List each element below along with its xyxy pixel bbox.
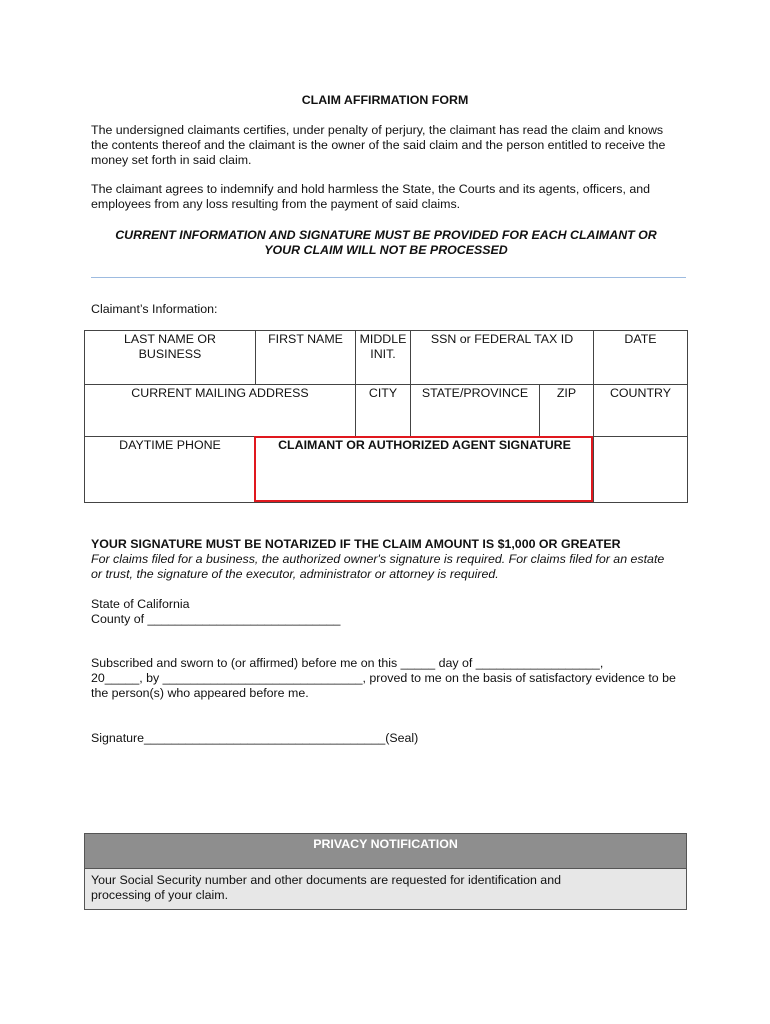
state-field[interactable]: STATE/PROVINCE xyxy=(411,385,540,437)
blank-cell xyxy=(594,437,688,503)
middle-initial-field[interactable]: MIDDLE INIT. xyxy=(356,331,411,385)
privacy-heading: PRIVACY NOTIFICATION xyxy=(85,834,686,869)
first-name-field[interactable]: FIRST NAME xyxy=(256,331,356,385)
certification-line: The undersigned claimants certifies, under penalty of perjury, the claimant has read the claim and knows xyxy=(91,123,664,137)
certification-line: the contents thereof and the claimant is the owner of the said claim and the person entitled to receive the xyxy=(91,138,666,152)
privacy-body xyxy=(85,869,686,909)
county-line[interactable]: County of ____________________________ xyxy=(91,612,341,626)
warning-notice xyxy=(91,228,681,258)
warning-line: CURRENT INFORMATION AND SIGNATURE MUST BE PROVIDED FOR EACH CLAIMANT OR xyxy=(115,228,657,242)
sworn-line[interactable]: 20_____, by _____________________________, proved to me on the basis of satisfactory evidence to be xyxy=(91,671,676,685)
sworn-line: the person(s) who appeared before me. xyxy=(91,686,309,700)
city-field[interactable]: CITY xyxy=(356,385,411,437)
country-field[interactable]: COUNTRY xyxy=(594,385,688,437)
certification-paragraph xyxy=(91,123,691,168)
divider-rule xyxy=(91,277,686,278)
privacy-line: processing of your claim. xyxy=(91,888,229,902)
signature-highlight-box xyxy=(254,436,593,502)
notary-signature-line[interactable]: Signature___________________________________(Seal) xyxy=(91,731,419,745)
certification-line: money set forth in said claim. xyxy=(91,153,252,167)
indemnify-paragraph xyxy=(91,182,691,212)
notary-instructions xyxy=(91,552,691,582)
ssn-field[interactable]: SSN or FEDERAL TAX ID xyxy=(411,331,594,385)
claimant-info-label: Claimant’s Information: xyxy=(91,302,218,316)
form-title: CLAIM AFFIRMATION FORM xyxy=(301,93,469,107)
daytime-phone-field[interactable]: DAYTIME PHONE xyxy=(85,437,256,503)
notary-heading: YOUR SIGNATURE MUST BE NOTARIZED IF THE CLAIM AMOUNT IS $1,000 OR GREATER xyxy=(91,537,621,551)
sworn-line[interactable]: Subscribed and sworn to (or affirmed) before me on this _____ day of __________________, xyxy=(91,656,604,670)
notary-instruction-line: or trust, the signature of the executor, administrator or attorney is required. xyxy=(91,567,499,581)
jurisdiction-block xyxy=(91,597,691,627)
last-name-field[interactable]: LAST NAME OR BUSINESS xyxy=(85,331,256,385)
mailing-address-field[interactable]: CURRENT MAILING ADDRESS xyxy=(85,385,356,437)
indemnify-line: employees from any loss resulting from the payment of said claims. xyxy=(91,197,461,211)
indemnify-line: The claimant agrees to indemnify and hold harmless the State, the Courts and its agents, officers, and xyxy=(91,182,651,196)
state-line: State of California xyxy=(91,597,190,611)
warning-line: YOUR CLAIM WILL NOT BE PROCESSED xyxy=(264,243,508,257)
privacy-notification-box xyxy=(84,833,687,910)
notary-instruction-line: For claims filed for a business, the authorized owner's signature is required. For claims filed for an estate xyxy=(91,552,665,566)
signature-field[interactable]: CLAIMANT OR AUTHORIZED AGENT SIGNATURE xyxy=(256,437,594,503)
date-field[interactable]: DATE xyxy=(594,331,688,385)
privacy-line: Your Social Security number and other documents are requested for identification and xyxy=(91,873,561,887)
zip-field[interactable]: ZIP xyxy=(540,385,594,437)
sworn-statement xyxy=(91,656,691,701)
